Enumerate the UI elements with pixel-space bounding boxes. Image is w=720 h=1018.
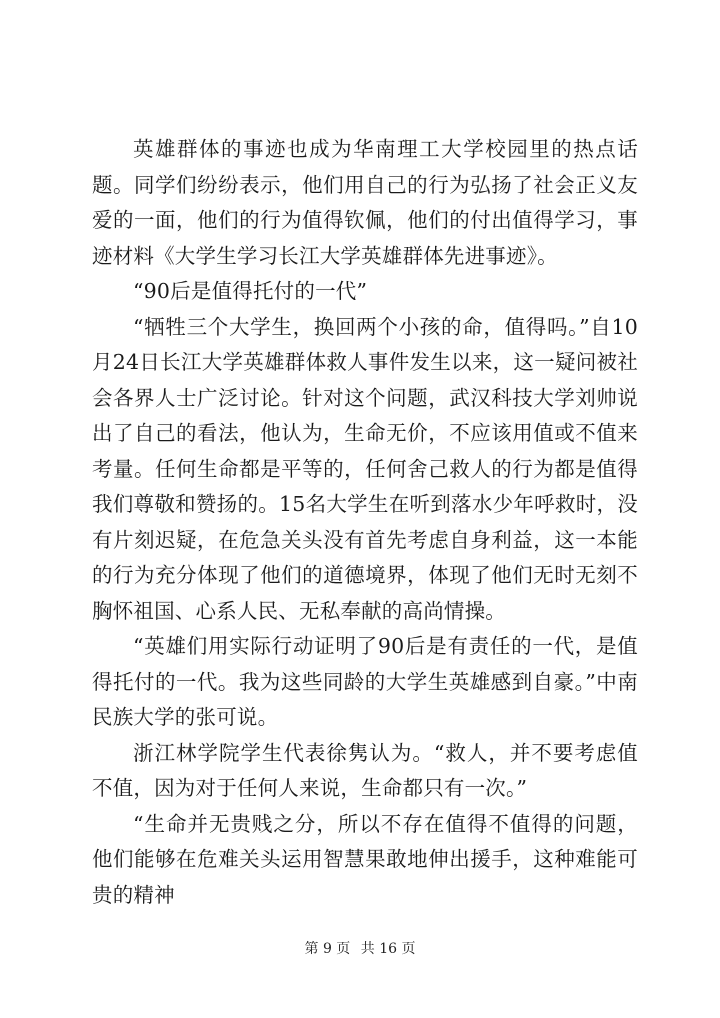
page-footer bbox=[0, 938, 720, 958]
paragraph: 英雄群体的事迹也成为华南理工大学校园里的热点话题。同学们纷纷表示，他们用自己的行为弘扬了社会正义友爱的一面，他们的行为值得钦佩，他们的付出值得学习，事迹材料《大学生学习长江大学英雄群体先进事迹》。 bbox=[92, 137, 638, 268]
paragraph: 浙江林学院学生代表徐隽认为。“救人，并不要考虑值不值，因为对于任何人来说，生命都只有一次。” bbox=[92, 740, 638, 800]
paragraph: “牺牲三个大学生，换回两个小孩的命，值得吗。”自10月24日长江大学英雄群体救人事件发生以来，这一疑问被社会各界人士广泛讨论。针对这个问题，武汉科技大学刘帅说出了自己的看法，他认为，生命无价，不应该用值或不值来考量。任何生命都是平等的，任何舍己救人的行为都是值得我们尊敬和赞扬的。15名大学生在听到落水少年呼救时，没有片刻迟疑，在危急关头没有首先考虑自身利益，这一本能的行为充分体现了他们的道德境界，体现了他们无时无刻不胸怀祖国、心系人民、无私奉献的高尚情操。 bbox=[92, 314, 638, 623]
document-body bbox=[92, 132, 638, 913]
paragraph: “英雄们用实际行动证明了90后是有责任的一代，是值得托付的一代。我为这些同龄的大学生英雄感到自豪。”中南民族大学的张可说。 bbox=[92, 634, 638, 729]
page-total: 共 16 页 bbox=[360, 941, 416, 957]
paragraph-heading: “90后是值得托付的一代” bbox=[133, 279, 368, 303]
page-number: 第 9 页 bbox=[304, 941, 351, 957]
paragraph: “生命并无贵贱之分，所以不存在值得不值得的问题，他们能够在危难关头运用智慧果敢地伸出援手，这种难能可贵的精神 bbox=[92, 811, 638, 907]
